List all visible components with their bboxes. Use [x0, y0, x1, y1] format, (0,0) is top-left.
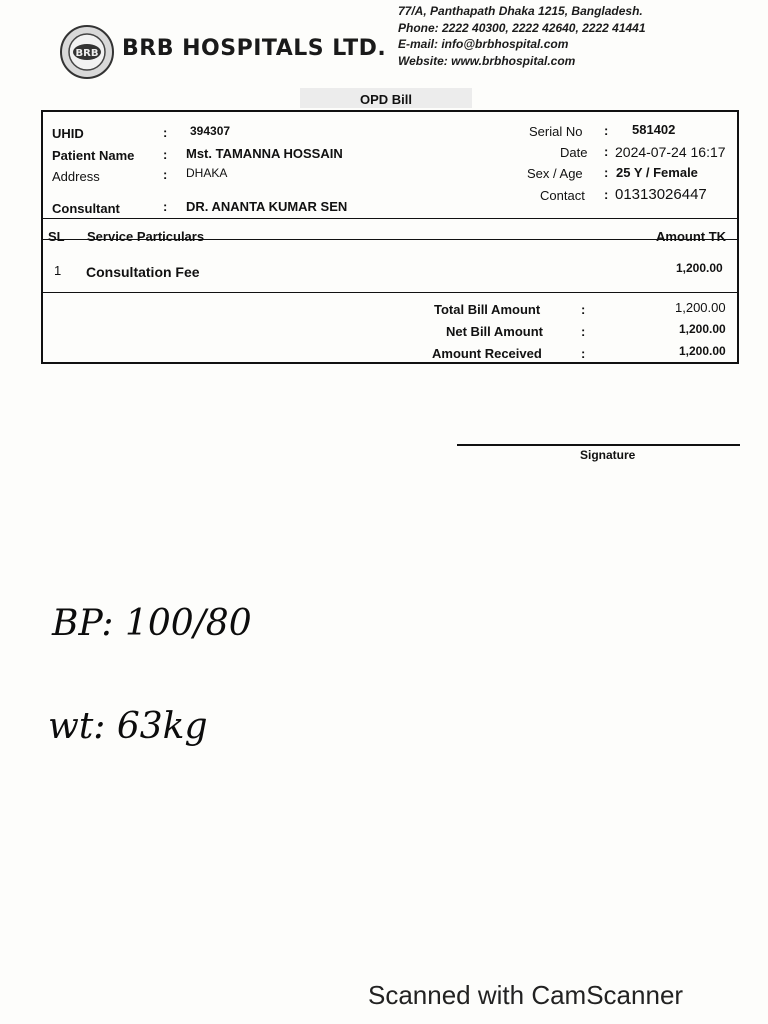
total-bill-label: Total Bill Amount: [434, 302, 541, 317]
total-bill-value: 1,200.00: [675, 300, 726, 315]
colon: :: [581, 324, 586, 339]
divider: [43, 292, 737, 293]
row-service: Consultation Fee: [86, 264, 200, 280]
address-line: 77/A, Panthapath Dhaka 1215, Bangladesh.: [398, 4, 643, 18]
patient-name-value: Mst. TAMANNA HOSSAIN: [186, 146, 343, 161]
phone-line: Phone: 2222 40300, 2222 42640, 2222 41441: [398, 20, 646, 35]
colon: :: [581, 346, 586, 361]
contact-value: 01313026447: [615, 186, 707, 203]
colon: :: [163, 199, 168, 214]
colon: :: [163, 125, 168, 140]
address-value: DHAKA: [186, 166, 228, 180]
website-line: Website: www.brbhospital.com: [398, 53, 576, 68]
col-service-header: Service Particulars: [87, 229, 205, 244]
net-bill-label: Net Bill Amount: [446, 324, 544, 339]
sex-age-label: Sex / Age: [527, 166, 583, 181]
hospital-contact-block: [398, 3, 646, 69]
colon: :: [604, 165, 609, 180]
email-line: E-mail: info@brbhospital.com: [398, 37, 569, 51]
handwritten-weight: wt: 63kg: [48, 706, 208, 747]
date-label: Date: [560, 145, 588, 160]
serial-label: Serial No: [529, 124, 583, 139]
amount-received-value: 1,200.00: [679, 344, 726, 358]
handwritten-bp: BP: 100/80: [52, 603, 252, 644]
uhid-value: 394307: [190, 124, 231, 138]
colon: :: [604, 187, 609, 202]
serial-value: 581402: [632, 122, 676, 137]
document-title: OPD Bill: [300, 88, 472, 108]
colon: :: [604, 144, 609, 159]
contact-label: Contact: [540, 188, 585, 203]
svg-text:BRB: BRB: [75, 48, 99, 59]
colon: :: [163, 147, 168, 162]
row-sl: 1: [54, 263, 62, 278]
col-amount-header: Amount TK: [656, 229, 727, 244]
divider: [43, 218, 737, 219]
colon: :: [163, 167, 168, 182]
patient-name-label: Patient Name: [52, 148, 135, 163]
sex-age-value: 25 Y / Female: [616, 165, 698, 180]
date-value: 2024-07-24 16:17: [615, 144, 726, 160]
hospital-name: BRB HOSPITALS LTD.: [122, 36, 387, 61]
row-amount: 1,200.00: [676, 261, 723, 275]
col-sl-header: SL: [48, 229, 65, 244]
consultant-value: DR. ANANTA KUMAR SEN: [186, 199, 348, 214]
hospital-logo: [58, 24, 116, 80]
uhid-label: UHID: [52, 126, 84, 141]
net-bill-value: 1,200.00: [679, 322, 726, 336]
consultant-label: Consultant: [52, 201, 120, 216]
signature-label: Signature: [580, 448, 636, 462]
address-label: Address: [52, 169, 100, 184]
colon: :: [604, 123, 609, 138]
amount-received-label: Amount Received: [432, 346, 542, 361]
camscanner-watermark: Scanned with CamScanner: [368, 980, 684, 1010]
colon: :: [581, 302, 586, 317]
signature-line: [457, 444, 740, 446]
